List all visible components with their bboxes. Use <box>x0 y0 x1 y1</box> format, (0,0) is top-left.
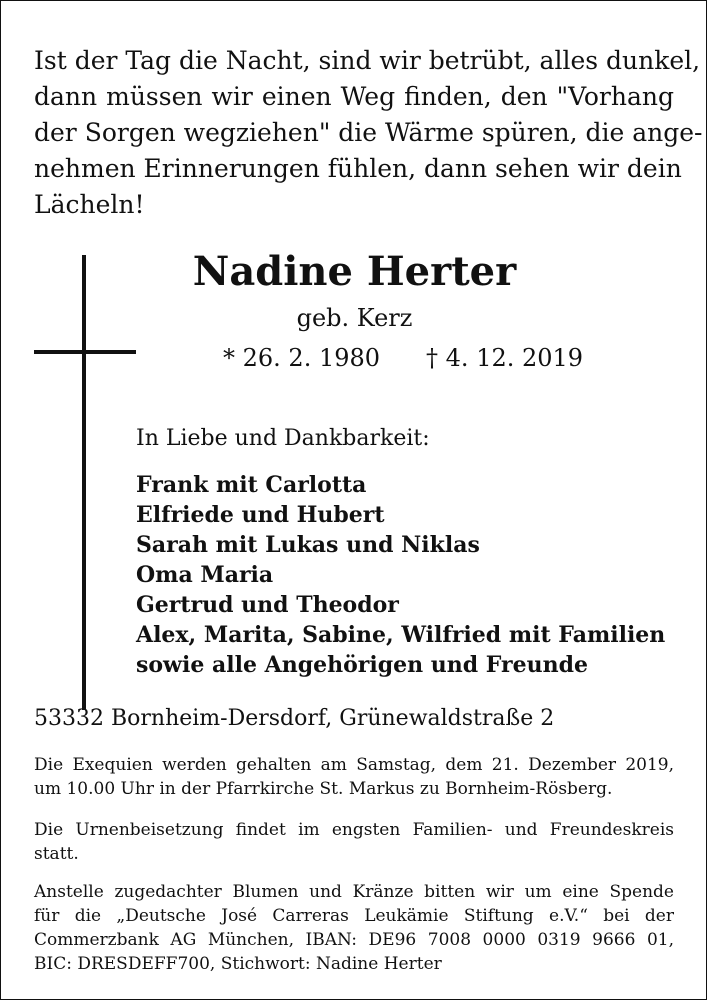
exequies-notice <box>34 753 674 801</box>
mourner-entry: Gertrud und Theodor <box>136 592 399 618</box>
mourner-entry: Frank mit Carlotta <box>136 472 367 498</box>
donation-notice <box>34 880 674 976</box>
birth-date: * 26. 2. 1980 <box>223 344 381 372</box>
life-dates <box>223 342 583 374</box>
text-line: Die Exequien werden gehalten am Samstag, dem 21. Dezember 2019, <box>34 755 674 775</box>
family-address: 53332 Bornheim-Dersdorf, Grünewaldstraße 2 <box>34 706 555 731</box>
text-line: statt. <box>34 844 79 864</box>
text-line: BIC: DRESDEFF700, Stichwort: Nadine Herter <box>34 954 442 974</box>
poem-line: nehmen Erinnerungen fühlen, dann sehen wir dein <box>34 154 682 183</box>
text-line: für die „Deutsche José Carreras Leukämie Stiftung e.V.“ bei der <box>34 906 674 926</box>
poem <box>34 43 703 223</box>
birth-name: geb. Kerz <box>296 304 413 332</box>
mourner-entry: Alex, Marita, Sabine, Wilfried mit Familien <box>136 622 666 648</box>
mourners-list <box>136 470 665 680</box>
urn-burial-notice <box>34 818 674 866</box>
dedication: In Liebe und Dankbarkeit: <box>136 426 430 451</box>
text-line: Commerzbank AG München, IBAN: DE96 7008 0000 0319 9666 01, <box>34 930 674 950</box>
text-line: um 10.00 Uhr in der Pfarrkirche St. Markus zu Bornheim-Rösberg. <box>34 779 613 799</box>
text-line: Die Urnenbeisetzung findet im engsten Familien- und Freundeskreis <box>34 820 674 840</box>
text-line: Anstelle zugedachter Blumen und Kränze bitten wir um eine Spende <box>34 882 674 902</box>
cross-icon-crossbar <box>34 350 136 354</box>
mourner-entry: sowie alle Angehörigen und Freunde <box>136 652 588 678</box>
death-date: † 4. 12. 2019 <box>426 344 584 372</box>
mourner-entry: Sarah mit Lukas und Niklas <box>136 532 480 558</box>
poem-line: der Sorgen wegziehen" die Wärme spüren, die ange- <box>34 118 703 147</box>
mourner-entry: Oma Maria <box>136 562 274 588</box>
poem-line: dann müssen wir einen Weg finden, den "Vorhang <box>34 82 674 111</box>
mourner-entry: Elfriede und Hubert <box>136 502 385 528</box>
deceased-name: Nadine Herter <box>192 248 517 295</box>
poem-line: Lächeln! <box>34 190 145 219</box>
poem-line: Ist der Tag die Nacht, sind wir betrübt, alles dunkel, <box>34 46 701 75</box>
